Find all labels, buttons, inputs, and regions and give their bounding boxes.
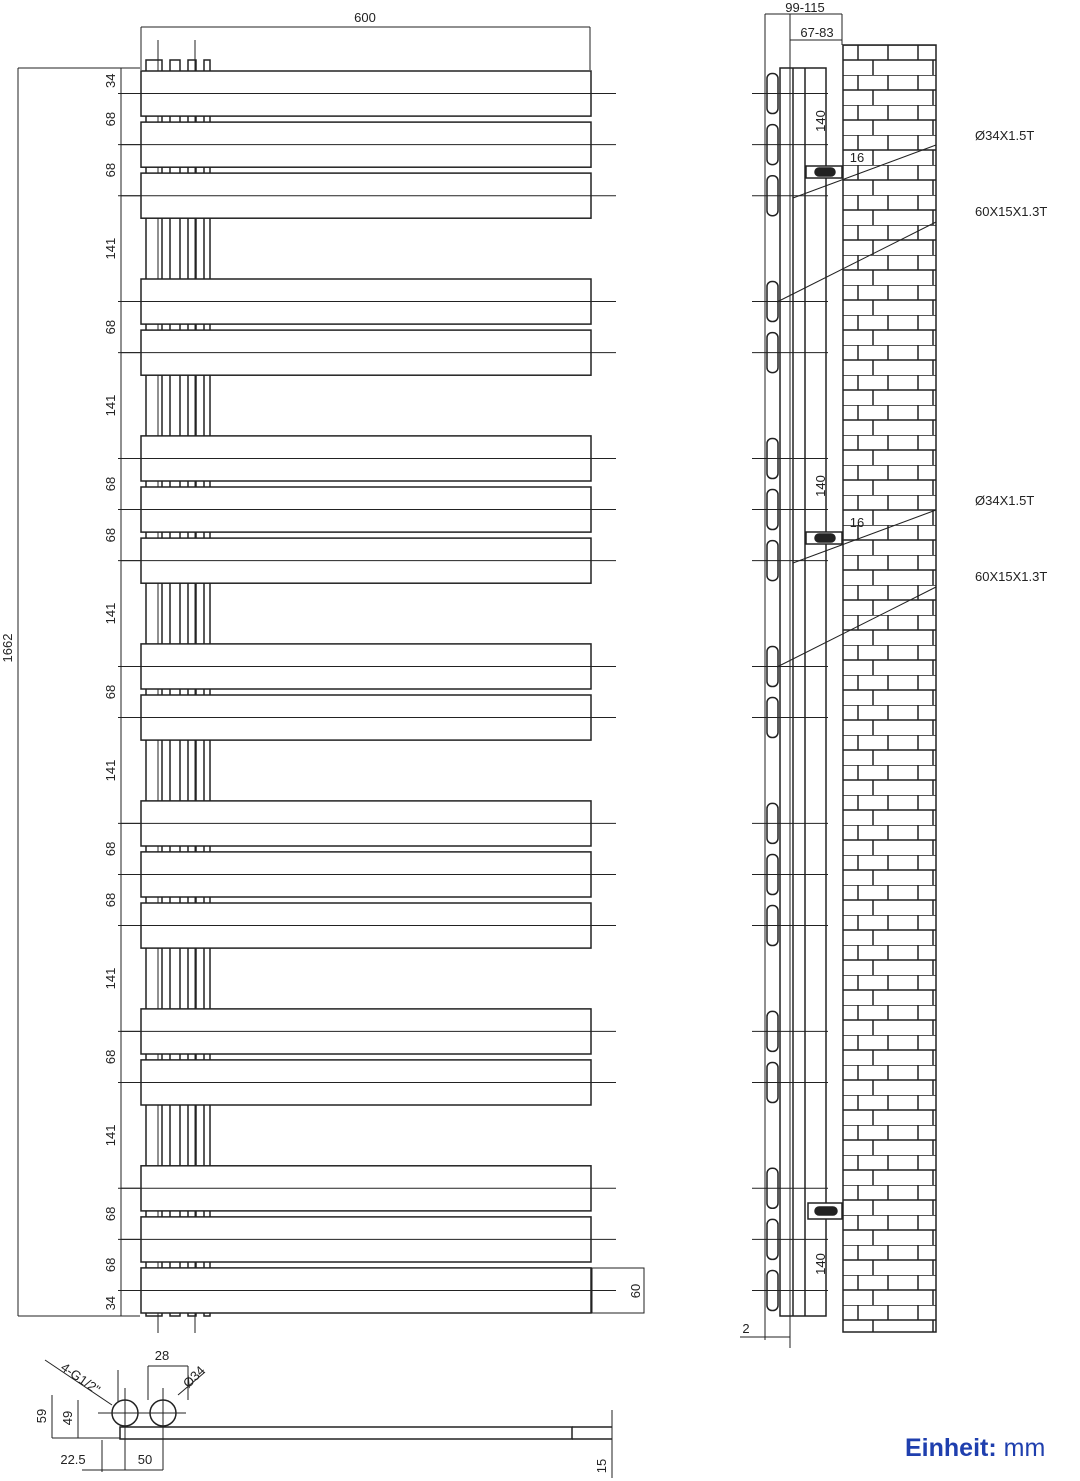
bottom-view [45,1360,612,1478]
side-view [740,14,936,1348]
bar-depth-label: 60 [628,1283,643,1299]
depth-range-label: 99-115 [785,0,825,15]
spacing-label: 141 [103,759,118,782]
bracket-bottom [808,1203,842,1219]
bracket-size-label-1: 16 [849,150,865,165]
profile-label-1: 60X15X1.3T [975,204,1048,219]
unit-label [905,1434,1045,1463]
gap-label: 2 [742,1321,750,1336]
offset-label: 22.5 [60,1452,86,1467]
spacing-label: 141 [103,602,118,625]
bracket-middle [806,532,842,544]
profile-label-2: 60X15X1.3T [975,569,1048,584]
bracket-offset-label-1: 140 [813,110,828,132]
spacing-label: 68 [103,162,118,178]
tube-spacing-label: 28 [154,1348,170,1363]
spacing-label: 141 [103,394,118,417]
connection-label: 4-G1/2" [58,1359,104,1398]
wall [843,45,936,1332]
spacing-label: 68 [103,684,118,700]
spacing-label: 68 [103,527,118,543]
tube-label-2: Ø34X1.5T [975,493,1035,508]
bracket-offset-label-3: 140 [813,1253,828,1275]
spacing-label: 34 [103,73,118,89]
spacing-label: 68 [103,1206,118,1222]
spacing-label: 68 [103,892,118,908]
unit-value: mm [1003,1434,1046,1462]
spacing-label: 68 [103,476,118,492]
spacing-label: 141 [103,237,118,260]
spacing-label: 141 [103,967,118,990]
spacing-label: 68 [103,841,118,857]
side-collector [780,68,826,1316]
clearance-label: 67-83 [800,25,834,40]
height-outer-label: 59 [34,1408,49,1424]
width-label: 600 [354,10,376,25]
tube-label-1: Ø34X1.5T [975,128,1035,143]
thickness-label: 15 [594,1458,609,1474]
spacing-label: 68 [103,111,118,127]
tube-diameter-label: Ø34 [179,1362,208,1391]
bracket-offset-label-2: 140 [813,475,828,497]
spacing-label: 68 [103,1049,118,1065]
bracket-size-label-2: 16 [849,515,865,530]
bottom-bar [120,1427,572,1439]
height-inner-label: 49 [60,1410,75,1426]
spacing-label: 68 [103,319,118,335]
spacing-label: 34 [103,1295,118,1311]
height-label: 1662 [0,633,15,663]
pitch-label: 50 [137,1452,153,1467]
spacing-label: 141 [103,1124,118,1147]
bracket-top [806,166,842,178]
unit-prefix: Einheit: [905,1434,997,1462]
spacing-label: 68 [103,1257,118,1273]
